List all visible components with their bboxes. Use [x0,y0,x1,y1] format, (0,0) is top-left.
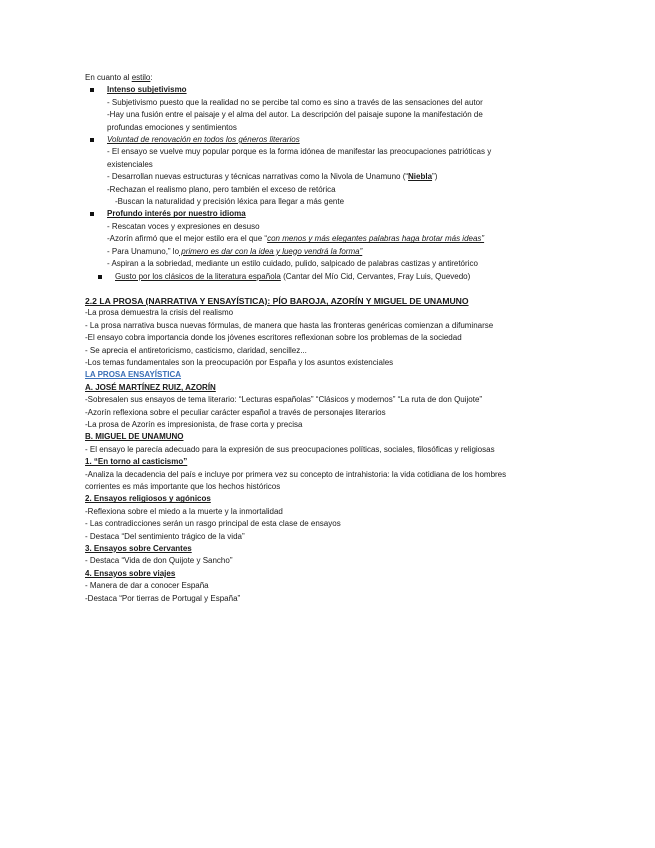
list-item: - La prosa narrativa busca nuevas fórmulas, de manera que hasta las fronteras genéricas comienzan a difuminarse [85,320,494,330]
list-item: -La prosa de Azorín es impresionista, de frase corta y precisa [85,419,303,429]
bullet-idioma: Profundo interés por nuestro idioma [85,208,515,220]
document-page [85,72,515,605]
prosa-ensayistica-title: LA PROSA ENSAYÍSTICA [85,370,182,380]
list-item: - Desarrollan nuevas estructuras y técnicas narrativas como la Nivola de Unamuno (“Niebla”) [107,172,438,182]
list-item: -El ensayo cobra importancia donde los jóvenes escritores reflexionan sobre los problemas de la sociedad [85,333,462,343]
unamuno-title: B. MIGUEL DE UNAMUNO [85,432,184,442]
list-item: - Se aprecia el antiretoricismo, casticismo, claridad, sencillez... [85,345,307,355]
list-item: -Azorín afirmó que el mejor estilo era el que “con menos y más elegantes palabras haga brotar más ideas” [107,234,485,244]
list-item: - Para Unamuno,” lo primero es dar con la idea y luego vendrá la forma” [107,246,363,256]
azorin-title: A. JOSÉ MARTÍNEZ RUIZ, AZORÍN [85,382,216,392]
bullet-subjetivismo: Intenso subjetivismo [85,84,515,96]
list-item: -Destaca “Por tierras de Portugal y España” [85,593,241,603]
list-item: - Subjetivismo puesto que la realidad no se percibe tal como es sino a través de las sensaciones del autor [107,97,483,107]
list-item: -Analiza la decadencia del país e incluye por primera vez su concepto de intrahistoria: la vida cotidiana de los hombres corrientes es más importante que los hechos históricos [85,469,507,491]
estilo-term: estilo [131,73,151,82]
list-item: - Las contradicciones serán un rasgo principal de esta clase de ensayos [85,519,341,529]
list-item: - Rescatan voces y expresiones en desuso [107,221,260,231]
list-item: -Rechazan el realismo plano, pero también el exceso de retórica [107,184,336,194]
list-item: -Azorín reflexiona sobre el peculiar carácter español a través de personajes literarios [85,407,386,417]
group-title: 2. Ensayos religiosos y agónicos [85,494,211,504]
list-item: - El ensayo se vuelve muy popular porque es la forma idónea de manifestar las preocupaciones patrióticas y existenciales [107,147,492,169]
list-item: -Buscan la naturalidad y precisión léxica para llegar a más gente [115,197,345,207]
list-item: - El ensayo le parecía adecuado para la expresión de sus preocupaciones políticas, sociales, filosóficas y religiosas [85,444,495,454]
section-title: 2.2 LA PROSA (NARRATIVA Y ENSAYÍSTICA): PÍO BAROJA, AZORÍN Y MIGUEL DE UNAMUNO [85,295,469,306]
intro-line: En cuanto al estilo: [85,73,153,82]
group-title: 3. Ensayos sobre Cervantes [85,544,192,554]
list-item: -Hay una fusión entre el paisaje y el alma del autor. La descripción del paisaje supone la manifestación de profundas emociones y sentimientos [107,110,483,132]
list-item: - Destaca “Vida de don Quijote y Sancho” [85,556,233,566]
list-item: -Sobresalen sus ensayos de tema literario: “Lecturas españolas” “Clásicos y modernos” “La ruta de don Quijote” [85,395,483,405]
list-item: - Destaca “Del sentimiento trágico de la vida” [85,531,245,541]
bullet-clasicos: Gusto por los clásicos de la literatura española (Cantar del Mío Cid, Cervantes, Fray Luis, Quevedo) [93,271,515,283]
group-title: 4. Ensayos sobre viajes [85,568,176,578]
list-item: - Aspiran a la sobriedad, mediante un estilo cuidado, pulido, salpicado de palabras castizas y antiretórico [107,259,478,269]
list-item: -Los temas fundamentales son la preocupación por España y los asuntos existenciales [85,357,394,367]
group-title: 1. “En torno al casticismo” [85,457,188,467]
list-item: -La prosa demuestra la crisis del realismo [85,308,234,318]
list-item: -Reflexiona sobre el miedo a la muerte y la inmortalidad [85,506,283,516]
bullet-voluntad: Voluntad de renovación en todos los géneros literarios [85,134,515,146]
list-item: - Manera de dar a conocer España [85,581,209,591]
